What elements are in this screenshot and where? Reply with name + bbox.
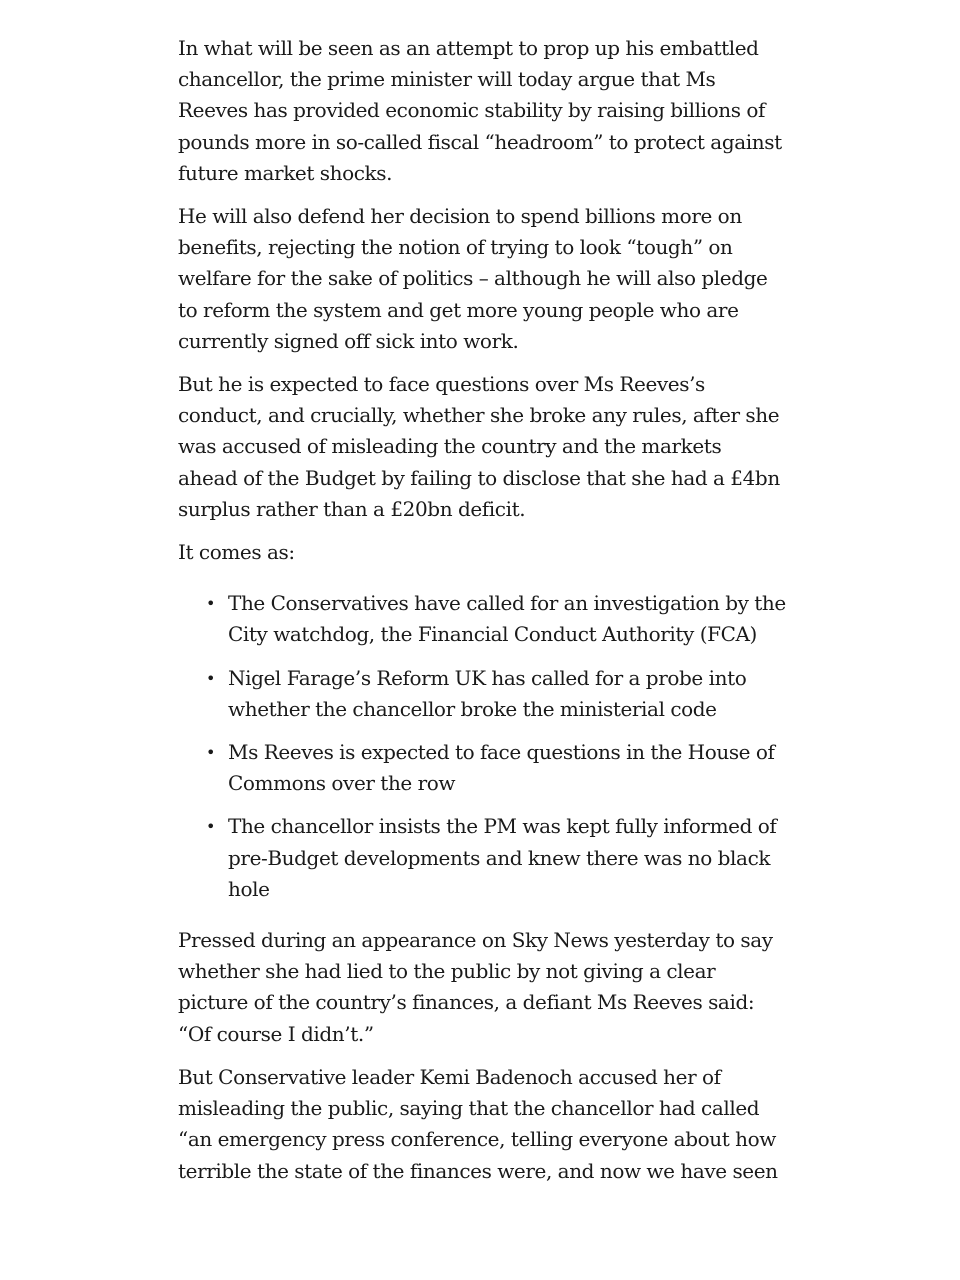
bullet-list-item: • The Conservatives have called for an investigation by the City watchdog, the Financial Conduct Authority (FCA)	[228, 588, 786, 650]
article-paragraph: It comes as:	[178, 540, 295, 565]
bullet-list	[178, 588, 786, 905]
article-paragraph: But he is expected to face questions over Ms Reeves’s conduct, and crucially, whether she broke any rules, after she was accused of misleading the country and the markets ahead of the Budget by failing to disclose that she had a £4bn surplus rather than a £20bn deficit.	[178, 372, 780, 521]
article-body	[178, 33, 786, 1199]
article-paragraph: Pressed during an appearance on Sky News yesterday to say whether she had lied to the public by not giving a clear picture of the country’s finances, a defiant Ms Reeves said: “Of course I didn’t.”	[178, 928, 773, 1046]
article-paragraph: In what will be seen as an attempt to prop up his embattled chancellor, the prime minister will today argue that Ms Reeves has provided economic stability by raising billions of pounds more in so-called fiscal “headroom” to protect against future market shocks.	[178, 36, 782, 185]
bullet-list-item: • The chancellor insists the PM was kept fully informed of pre-Budget developments and knew there was no black hole	[228, 811, 786, 905]
bullet-list-item: • Ms Reeves is expected to face questions in the House of Commons over the row	[228, 737, 786, 799]
article-paragraph: He will also defend her decision to spend billions more on benefits, rejecting the notion of trying to look “tough” on welfare for the sake of politics – although he will also pledge to reform the system and get more young people who are currently signed off sick into work.	[178, 204, 768, 353]
bullet-list-item: • Nigel Farage’s Reform UK has called for a probe into whether the chancellor broke the ministerial code	[228, 663, 786, 725]
article-paragraph: But Conservative leader Kemi Badenoch accused her of misleading the public, saying that the chancellor had called “an emergency press conference, telling everyone about how terrible the state of the finances were, and now we have seen	[178, 1064, 778, 1183]
